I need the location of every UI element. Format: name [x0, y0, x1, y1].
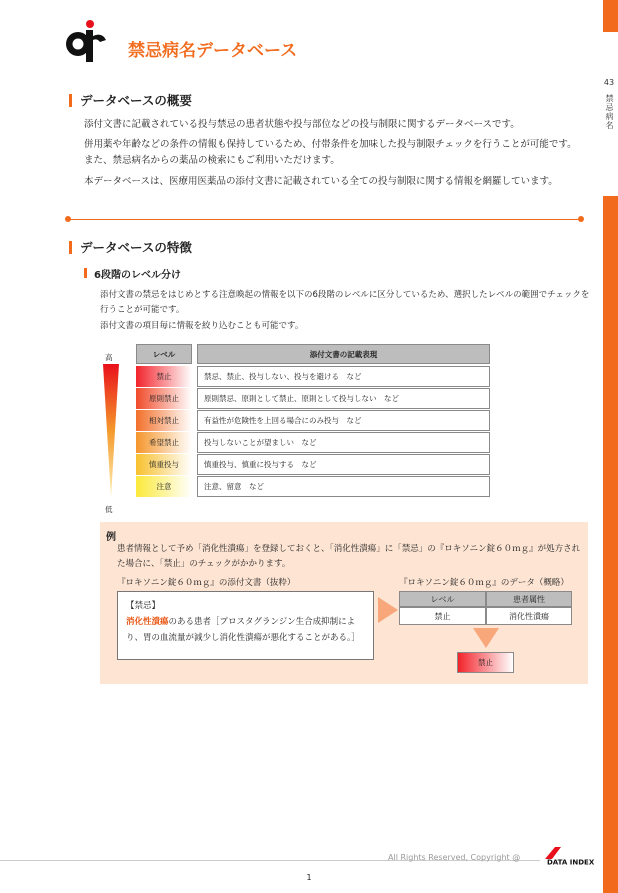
doc-excerpt-text: のある患者［プロスタグランジン生合成抑制により、胃の血流量が減少し消化性潰瘍が悪化することがある。］	[126, 617, 360, 643]
company-logo-icon	[62, 18, 108, 64]
overview-paragraph-3: 本データベースは、医療用医薬品の添付文書に記載されている全ての投与制限に関する情報を網羅しています。	[84, 176, 558, 187]
overview-heading: データベースの概要	[80, 93, 192, 108]
level-cell: 希望禁止	[136, 432, 192, 453]
subheading-marker	[84, 268, 87, 278]
overview-paragraph-2: 併用薬や年齢などの条件の情報も保持しているため、付帯条件を加味した投与制限チェックを行うことが可能です。また、禁忌病名からの薬品の検索にもご利用いただけます。	[84, 139, 577, 166]
expression-cell: 注意、留意 など	[197, 476, 490, 497]
doc-excerpt-body	[126, 614, 365, 646]
level-cell: 注意	[136, 476, 192, 497]
level-cell: 原則禁止	[136, 388, 192, 409]
features-paragraph-1: 添付文書の禁忌をはじめとする注意喚起の情報を以下の6段階のレベルに区分しているため、選択したレベルの範囲でチェックを行うことが可能です。	[100, 290, 590, 315]
features-subheading: 6段階のレベル分け	[94, 270, 181, 281]
data-index-logo-icon	[543, 845, 601, 867]
side-band-top	[603, 0, 618, 32]
data-level-cell: 禁止	[399, 607, 486, 625]
down-arrow-icon	[473, 628, 499, 648]
expression-cell: 有益性が危険性を上回る場合にのみ投与 など	[197, 410, 490, 431]
doc-excerpt-tag: 【禁忌】	[126, 601, 161, 611]
features-paragraph-2: 添付文書の項目毎に情報を絞り込むことも可能です。	[100, 321, 304, 331]
level-high-label: 高	[105, 353, 113, 362]
expression-cell: 原則禁忌、原則として禁止、原則として投与しない など	[197, 388, 490, 409]
level-cell: 禁止	[136, 366, 192, 387]
side-page-number: 43	[603, 78, 615, 87]
data-level-header: レベル	[399, 591, 486, 607]
brand-name: DATA INDEX	[547, 858, 595, 867]
level-cell: 慎重投与	[136, 454, 192, 475]
expression-cell: 慎重投与、慎重に投与する など	[197, 454, 490, 475]
data-summary-caption: 『ロキソニン錠６０ｍｇ』のデータ（概略）	[399, 578, 569, 588]
side-section-label: 禁忌病名	[605, 94, 614, 130]
expression-cell: 投与しないことが望ましい など	[197, 432, 490, 453]
example-title: 例	[106, 532, 116, 543]
overview-paragraph-1: 添付文書に記載されている投与禁忌の患者状態や投与部位などの投与制限に関するデータベースです。	[84, 119, 520, 130]
side-band	[603, 196, 618, 893]
page-title: 禁忌病名データベース	[128, 41, 298, 61]
heading-marker	[69, 241, 72, 254]
heading-marker	[69, 94, 72, 107]
doc-excerpt-caption: 『ロキソニン錠６０ｍｇ』の添付文書（抜粋）	[117, 578, 296, 588]
divider-dot-left	[65, 216, 71, 222]
level-cell: 相対禁止	[136, 410, 192, 431]
level-low-label: 低	[105, 505, 113, 514]
right-arrow-icon	[378, 597, 398, 623]
example-description: 患者情報として予め「消化性潰瘍」を登録しておくと、「消化性潰瘍」に「禁忌」の『ロキソニン錠６０ｍｇ』が処方された場合に、「禁止」のチェックがかかります。	[117, 544, 581, 569]
doc-excerpt-highlight: 消化性潰瘍	[126, 617, 169, 627]
data-attribute-cell: 消化性潰瘍	[486, 607, 572, 625]
data-attribute-header: 患者属性	[486, 591, 572, 607]
doc-excerpt-box	[117, 591, 374, 660]
expression-cell: 禁忌、禁止、投与しない、投与を避ける など	[197, 366, 490, 387]
page-number: 1	[306, 873, 312, 882]
level-gradient-arrow	[100, 364, 122, 498]
level-column-header: レベル	[136, 344, 192, 364]
features-heading: データベースの特徴	[80, 240, 192, 255]
divider-dot-right	[578, 216, 584, 222]
expression-column-header: 添付文書の記載表現	[197, 344, 490, 364]
copyright-text: All Rights Reserved, Copyright @	[388, 853, 521, 862]
section-divider	[68, 219, 581, 220]
check-result-badge: 禁止	[457, 652, 514, 673]
